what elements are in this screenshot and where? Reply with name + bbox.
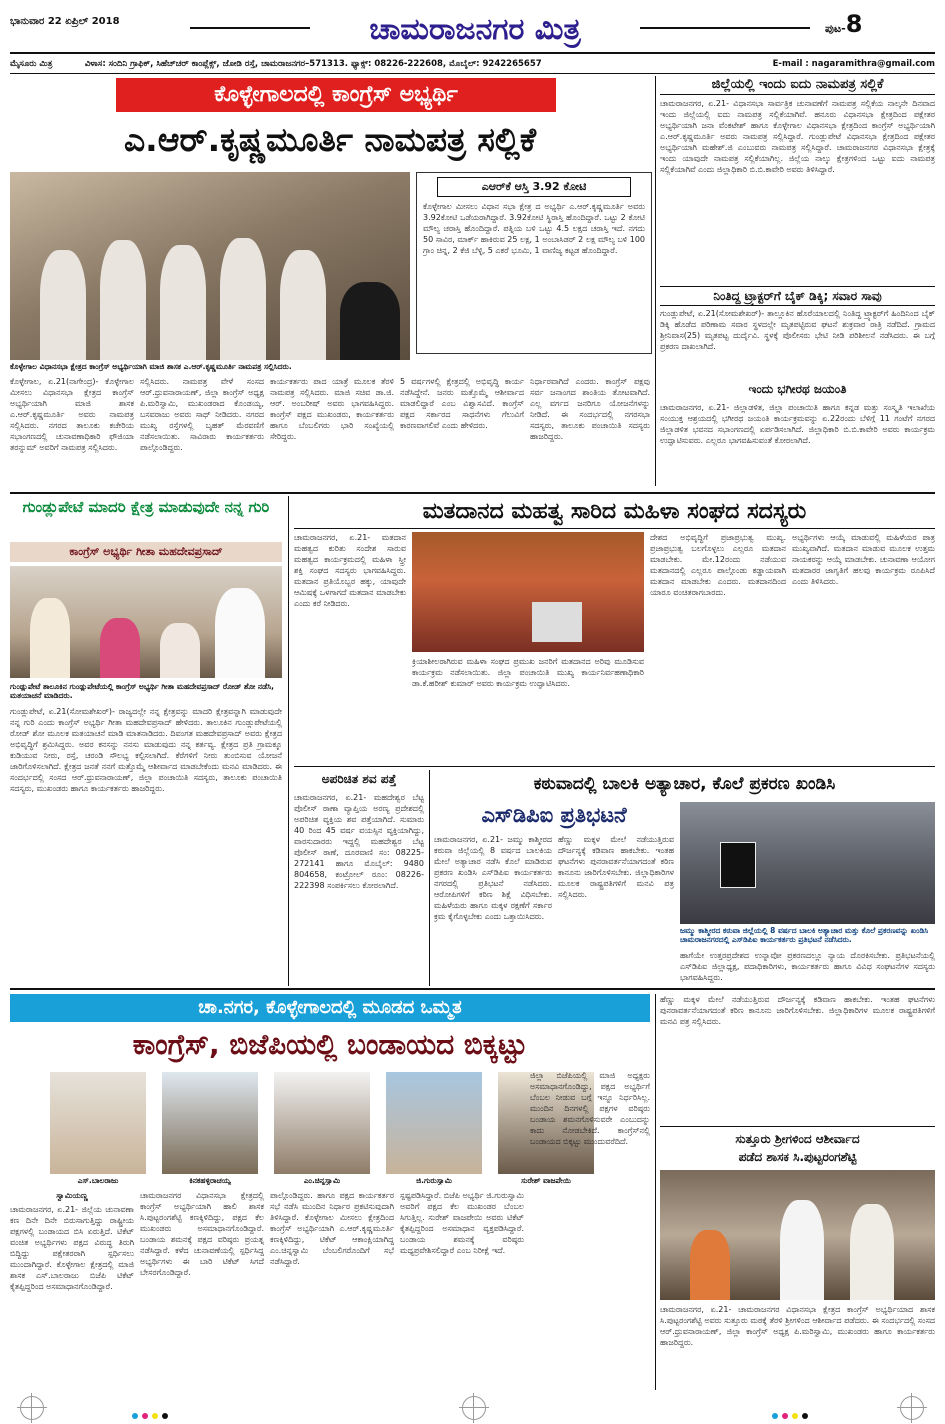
registration-mark-center xyxy=(462,1396,486,1420)
color-dots-left xyxy=(130,1404,170,1423)
mugshot-5-name: ಸುರೇಶ್ ವಾಜಪೇಯಿ xyxy=(521,1176,571,1185)
section-rule-3 xyxy=(10,988,935,990)
story1-asset-box-text: ಕೊಳ್ಳೇಗಾಲ ಮೀಸಲು ವಿಧಾನ ಸಭಾ ಕ್ಷೇತ್ರ ದ ಅಭ್ಯರ್ಥಿ ಎ.ಆರ್.ಕೃಷ್ಣಮೂರ್ತಿ ಅವರು 3.92ಕೋಟಿ ಒಡೆಯರಾಗಿದ್ದಾರೆ. 3.92ಕೋಟಿ ಸ್ಥಿರಾಸ್ತಿ ಹೊಂದಿದ್ದಾರೆ. ಒಟ್ಟು 2 ಕೋಟಿ ಮೌಲ್ಯ ಚರಾಸ್ತಿ ಹೊಂದಿದ್ದಾರೆ. ಪತ್ನಿಯ ಬಳಿ ಒಟ್ಟು 4.5 ಲಕ್ಷದ ಚರಾಸ್ತಿ ಇದೆ. ನಗದು 50 ಸಾವಿರ, ಮಾರ್ಕ್ ಹಾಕಿರುವ 25 ಲಕ್ಷ, 1 ಅಂಬಾಸಿಡರ್ 2 ಲಕ್ಷ ಮೌಲ್ಯ ಬಳಿ 100 ಗ್ರಾಂ ಚಿನ್ನ, 2 ಕೆಜಿ ಬೆಳ್ಳಿ, 5 ಎಕರೆ ಭೂಮಿ, 1 ವಾಣಿಜ್ಯ ಕಟ್ಟಡ ಹೊಂದಿದ್ದಾರೆ. xyxy=(423,202,645,255)
story2-body: ಚಾಮರಾಜನಗರ, ಏ.21- ವಿಧಾನಸಭಾ ಸಾರ್ವತ್ರಿಕ ಚುನಾವಣೆಗೆ ನಾಮಪತ್ರ ಸಲ್ಲಿಕೆಯ ನಾಲ್ಕನೇ ದಿನವಾದ ಇಂದು ಜಿಲ್ಲೆಯಲ್ಲಿ ಐದು ನಾಮಪತ್ರ ಸಲ್ಲಿಕೆಯಾಗಿವೆ. ಹನೂರು ವಿಧಾನಸಭಾ ಕ್ಷೇತ್ರದಿಂದ ಪಕ್ಷೇತರ ಅಭ್ಯರ್ಥಿಯಾಗಿ ಜನಾ ವೆಂಕಟೇಶ್ ಹಾಗೂ ಕೊಳ್ಳೇಗಾಲ ವಿಧಾನಸಭಾ ಕ್ಷೇತ್ರದಿಂದ ಕಾಂಗ್ರೆಸ್ ಅಭ್ಯರ್ಥಿಯಾಗಿ ಎ.ಆರ್.ಕೃಷ್ಣಮೂರ್ತಿ ಅವರು ನಾಮಪತ್ರ ಸಲ್ಲಿಸಿದ್ದಾರೆ. ಗುಂಡ್ಲುಪೇಟೆ ವಿಧಾನಸಭಾ ಕ್ಷೇತ್ರದಿಂದ ಪಕ್ಷೇತರ ಅಭ್ಯರ್ಥಿಯಾಗಿ ಮಹೇಶ್.ಜಿ ಎಂಬುವರು ನಾಮಪತ್ರ ಸಲ್ಲಿಸಿದ್ದಾರೆ. ಚಾಮರಾಜನಗರ ವಿಧಾನಸಭಾ ಕ್ಷೇತ್ರಕ್ಕೆ ಇಂದು ಯಾವುದೇ ನಾಮಪತ್ರ ಸಲ್ಲಿಕೆಯಾಗಿಲ್ಲ. ಜಿಲ್ಲೆಯ ನಾಲ್ಕು ಕ್ಷೇತ್ರಗಳಿಂದ ಒಟ್ಟು ಐದು ನಾಮಪತ್ರ ಸಲ್ಲಿಕೆಯಾಗಿವೆ ಎಂದು ಜಿಲ್ಲಾಧಿಕಾರಿ ಬಿ.ಬಿ.ಕಾವೇರಿ ಅವರು ತಿಳಿಸಿದ್ದಾರೆ. xyxy=(660,99,935,174)
story9-mugshots xyxy=(50,1072,610,1186)
right-column-rule xyxy=(655,76,656,486)
story9-col5: ಜಿಲ್ಲಾ ಬಿಜೆಪಿಯಲ್ಲಿ ಮಾಜಿ ಅಧ್ಯಕ್ಷರು ಅಸಮಾಧಾನಗೊಂಡಿದ್ದು, ಪಕ್ಷದ ಅಭ್ಯರ್ಥಿಗೆ ಬೆಂಬಲ ನೀಡುವ ಬಗ್ಗೆ ಇನ್ನೂ ನಿರ್ಧರಿಸಿಲ್ಲ. ಮುಂದಿನ ದಿನಗಳಲ್ಲಿ ಪಕ್ಷಗಳ ವರಿಷ್ಠರು ಬಂಡಾಯ ಶಮನಗೊಳಿಸುವರೇ ಎಂಬುದನ್ನು ಕಾದು ನೋಡಬೇಕಿದೆ. ಕಾಂಗ್ರೆಸ್‌ನಲ್ಲಿ ಬಂಡಾಯದ ಬಿಕ್ಕಟ್ಟು ಮುಂದುವರೆದಿದೆ. xyxy=(530,1071,650,1146)
story9-byline: ಸ್ವಾಮಿಯಣ್ಣ xyxy=(56,1191,88,1200)
story10-photo xyxy=(660,1170,935,1300)
story1-asset-box-title: ಎಆರ್‌ಕೆ ಆಸ್ತಿ 3.92 ಕೋಟಿ xyxy=(437,177,631,197)
story9-col3: ಪಾಲ್ಗೊಂಡಿದ್ದರು. ಹಾಗೂ ಪಕ್ಷದ ಕಾರ್ಯಕರ್ತರ ಸಭೆ ನಡೆಸಿ ಮುಂದಿನ ನಿರ್ಧಾರ ಪ್ರಕಟಿಸುವುದಾಗಿ ತಿಳಿಸಿದ್ದಾರೆ. ಕೊಳ್ಳೇಗಾಲ ಮೀಸಲು ಕ್ಷೇತ್ರದಿಂದ ಕಾಂಗ್ರೆಸ್ ಅಭ್ಯರ್ಥಿಯಾಗಿ ಎ.ಆರ್.ಕೃಷ್ಣಮೂರ್ತಿ ಕಣಕ್ಕಿಳಿದಿದ್ದು, ಟಿಕೆಟ್ ಆಕಾಂಕ್ಷಿಯಾಗಿದ್ದ ಎಂ.ಚಿನ್ನಸ್ವಾಮಿ ಬೆಂಬಲಿಗರೊಂದಿಗೆ ಸಭೆ ನಡೆಸಿದ್ದಾರೆ. xyxy=(270,1191,394,1266)
story6-col2: ಕ್ರಿಯಾಶೀಲರಾಗಿರುವ ಮಹಿಳಾ ಸಂಘದ ಪ್ರಮುಖ ಜನರಿಗೆ ಮತದಾನದ ಅರಿವು ಮೂಡಿಸುವ ಕಾರ್ಯಕ್ರಮ ನಡೆಸಲಾಯಿತು. ಜಿಲ್ಲಾ ಪಂಚಾಯಿತಿ ಮುಖ್ಯ ಕಾರ್ಯನಿರ್ವಹಣಾಧಿಕಾರಿ ಡಾ.ಕೆ.ಹರೀಶ್ ಕುಮಾರ್ ಅವರು ಕಾರ್ಯಕ್ರಮ ಉದ್ಘಾಟಿಸಿದರು. xyxy=(412,657,644,688)
masthead-rule-right xyxy=(640,27,810,29)
story10-headline-2: ಪಡೆದ ಶಾಸಕ ಸಿ.ಪುಟ್ಟರಂಗಶೆಟ್ಟಿ xyxy=(738,1150,857,1164)
story9-kicker: ಚಾ.ನಗರ, ಕೊಳ್ಳೇಗಾಲದಲ್ಲಿ ಮೂಡದ ಒಮ್ಮತ xyxy=(10,994,650,1022)
story9-headline: ಕಾಂಗ್ರೆಸ್, ಬಿಜೆಪಿಯಲ್ಲಿ ಬಂಡಾಯದ ಬಿಕ್ಕಟ್ಟು xyxy=(132,1028,528,1061)
story3-body: ಗುಂಡ್ಲುಪೇಟೆ, ಏ.21(ಸೋಮಶೇಖರ್)- ತಾಲ್ಲೂಕಿನ ಹೊರೆಯಾಲದಲ್ಲಿ ನಿಂತಿದ್ದ ಟ್ರ್ಯಾಕ್ಟರ್‌ಗೆ ಹಿಂದಿನಿಂದ ಬೈಕ್ ಡಿಕ್ಕಿ ಹೊಡೆದ ಪರಿಣಾಮ ಸವಾರ ಸ್ಥಳದಲ್ಲೇ ಮೃತಪಟ್ಟಿರುವ ಘಟನೆ ಶುಕ್ರವಾರ ರಾತ್ರಿ ನಡೆದಿದೆ. ಗ್ರಾಮದ ಶ್ರೀನಿವಾಸ(25) ಮೃತಪಟ್ಟ ದುರ್ದೈವಿ. ಸ್ಥಳಕ್ಕೆ ಪೊಲೀಸರು ಭೇಟಿ ನೀಡಿ ಪರಿಶೀಲನೆ ನಡೆಸಿದರು. ಈ ಬಗ್ಗೆ ಪ್ರಕರಣ ದಾಖಲಾಗಿದೆ. xyxy=(660,309,935,351)
mugshot-4 xyxy=(386,1072,482,1174)
story5-body: ಗುಂಡ್ಲುಪೇಟೆ, ಏ.21(ಸೋಮಶೇಖರ್)- ರಾಜ್ಯದಲ್ಲೇ ನನ್ನ ಕ್ಷೇತ್ರವನ್ನು ಮಾದರಿ ಕ್ಷೇತ್ರವನ್ನಾಗಿ ಮಾಡುವುದೇ ನನ್ನ ಗುರಿ ಎಂದು ಕಾಂಗ್ರೆಸ್ ಅಭ್ಯರ್ಥಿ ಗೀತಾ ಮಹದೇವಪ್ರಸಾದ್ ಹೇಳಿದರು. ತಾಲೂಕಿನ ಗುಂಡ್ಲುಪೇಟೆಯಲ್ಲಿ ರೋಡ್ ಶೋ ಮೂಲಕ ಮತಯಾಚನೆ ಮಾಡಿ ಮಾತನಾಡಿದರು. ದಿವಂಗತ ಮಹದೇವಪ್ರಸಾದ್ ಅವರು ಕ್ಷೇತ್ರದ ಅಭಿವೃದ್ಧಿಗೆ ಶ್ರಮಿಸಿದ್ದರು. ಅವರ ಕನಸನ್ನು ನನಸು ಮಾಡುವುದು ನನ್ನ ಕರ್ತವ್ಯ. ಕ್ಷೇತ್ರದ ಪ್ರತಿ ಗ್ರಾಮಕ್ಕೂ ಕುಡಿಯುವ ನೀರು, ರಸ್ತೆ, ಚರಂಡಿ ಸೌಲಭ್ಯ ಕಲ್ಪಿಸಲಾಗಿದೆ. ಕೆರೆಗಳಿಗೆ ನೀರು ತುಂಬಿಸುವ ಯೋಜನೆ ಜಾರಿಗೊಳಿಸಲಾಗಿದೆ. ಕ್ಷೇತ್ರದ ಜನತೆ ನನಗೆ ಮತ್ತೊಮ್ಮೆ ಆಶೀರ್ವಾದ ಮಾಡಬೇಕೆಂದು ಮನವಿ ಮಾಡಿದರು. ಈ ಸಂದರ್ಭದಲ್ಲಿ ಸಂಸದ ಆರ್.ಧ್ರುವನಾರಾಯಣ್, ಜಿಲ್ಲಾ ಪಂಚಾಯಿತಿ ಸದಸ್ಯರು, ತಾಲೂಕು ಪಂಚಾಯಿತಿ ಸದಸ್ಯರು, ಮುಖಂಡರು ಹಾಗೂ ಕಾರ್ಯಕರ್ತರು ಹಾಜರಿದ್ದರು. xyxy=(10,707,282,793)
mugshot-2-name: ಕಿನಕಹಳ್ಳಿರಾಚಯ್ಯ xyxy=(189,1176,231,1185)
story5-subhead: ಕಾಂಗ್ರೆಸ್ ಅಭ್ಯರ್ಥಿ ಗೀತಾ ಮಹದೇವಪ್ರಸಾದ್ xyxy=(10,542,282,562)
story7-headline: ಅಪರಿಚಿತ ಶವ ಪತ್ತೆ xyxy=(321,772,397,786)
masthead-bar xyxy=(10,52,935,54)
story1-col3: ಕಾರ್ಯಕರ್ತರು ಪಾದ ಯಾತ್ರೆ ಮೂಲಕ ತೆರಳಿ ನಾಮಪತ್ರ ಸಲ್ಲಿಸಿದರು. ಮಾಜಿ ಸಚಿವ ಡಾ.ಜಿ. ಆರ್. ಅಂಬರೀಷ್ ಅವರು ಭಾಗವಹಿಸಿದ್ದರು. ಕಾಂಗ್ರೆಸ್ ಪಕ್ಷದ ಮುಖಂಡರು, ಕಾರ್ಯಕರ್ತರು ಹಾಗೂ ಬೆಂಬಲಿಗರು ಭಾರಿ ಸಂಖ್ಯೆಯಲ್ಲಿ ಸೇರಿದ್ದರು. xyxy=(270,377,394,441)
address: ವಿಳಾಸ: ಸಂದಿನಿ ಗ್ರಾಫಿಕ್, ಸಿಹೆಚ್‌ಚರ್ ಕಾಂಪ್ಲೆಕ್ಸ್, ಜೋಡಿ ರಸ್ತೆ, ಚಾಮರಾಜನಗರ–571313. ಫ್ಯಾಕ್ಸ್: 08226-222608, ಮೊಬೈಲ್: 9242265657 xyxy=(84,59,542,69)
story2-headline: ಜಿಲ್ಲೆಯಲ್ಲಿ ಇಂದು ಐದು ನಾಮಪತ್ರ ಸಲ್ಲಿಕೆ xyxy=(660,76,935,95)
story9-col1: ಚಾಮರಾಜನಗರ, ಏ.21- ಜಿಲ್ಲೆಯ ಚುನಾವಣಾ ಕಣ ದಿನೇ ದಿನೇ ಬಿರುಸಾಗುತ್ತಿದ್ದು ರಾಷ್ಟ್ರೀಯ ಪಕ್ಷಗಳಲ್ಲಿ ಬಂಡಾಯದ ಬಿಸಿ ಏರುತ್ತಿದೆ. ಟಿಕೆಟ್ ವಂಚಿತ ಅಭ್ಯರ್ಥಿಗಳು ಪಕ್ಷದ ವಿರುದ್ಧ ತಿರುಗಿ ಬಿದ್ದಿದ್ದು ಪಕ್ಷೇತರರಾಗಿ ಸ್ಪರ್ಧಿಸಲು ಮುಂದಾಗಿದ್ದಾರೆ. ಕೊಳ್ಳೇಗಾಲ ಕ್ಷೇತ್ರದಲ್ಲಿ ಮಾಜಿ ಶಾಸಕ ಎಸ್.ಬಾಲರಾಜು ಬಿಜೆಪಿ ಟಿಕೆಟ್ ಕೈತಪ್ಪಿದ್ದರಿಂದ ಅಸಮಾಧಾನಗೊಂಡಿದ್ದಾರೆ. xyxy=(10,1205,134,1291)
story1-photo xyxy=(10,172,410,360)
story8-continued: ಹೆಣ್ಣು ಮಕ್ಕಳ ಮೇಲೆ ನಡೆಯುತ್ತಿರುವ ದೌರ್ಜನ್ಯಕ್ಕೆ ಕಡಿವಾಣ ಹಾಕಬೇಕು. ಇಂತಹ ಘಟನೆಗಳು ಪುನರಾವರ್ತನೆಯಾಗದಂತೆ ಕಠಿಣ ಕಾನೂನು ಜಾರಿಗೊಳಿಸಬೇಕು. ಜಿಲ್ಲಾಧಿಕಾರಿಗಳ ಮೂಲಕ ರಾಷ್ಟ್ರಪತಿಗಳಿಗೆ ಮನವಿ ಪತ್ರ ಸಲ್ಲಿಸಿದರು. xyxy=(660,995,935,1026)
story8-headline-1: ಕಠುವಾದಲ್ಲಿ ಬಾಲಕಿ ಅತ್ಯಾಚಾರ, ಕೊಲೆ ಪ್ರಕರಣ ಖಂಡಿಸಿ xyxy=(533,774,836,794)
story7-body: ಚಾಮರಾಜನಗರ, ಏ.21- ಮಹದೇಶ್ವರ ಬೆಟ್ಟ ಪೊಲೀಸ್ ಠಾಣಾ ವ್ಯಾಪ್ತಿಯ ಅರಣ್ಯ ಪ್ರದೇಶದಲ್ಲಿ ಅಪರಿಚಿತ ವ್ಯಕ್ತಿಯ ಶವ ಪತ್ತೆಯಾಗಿದೆ. ಸುಮಾರು 40 ರಿಂದ 45 ವರ್ಷ ವಯಸ್ಸಿನ ವ್ಯಕ್ತಿಯಾಗಿದ್ದು, ವಾರಸುದಾರರು ಇದ್ದಲ್ಲಿ ಮಹದೇಶ್ವರ ಬೆಟ್ಟ ಪೊಲೀಸ್ ಠಾಣೆ, ದೂರವಾಣಿ ಸಂ: 08225-272141 ಹಾಗೂ ಮೊಬೈಲ್: 9480 804658, ಕಂಟ್ರೋಲ್ ರೂಂ: 08226-222398 ಸಂಪರ್ಕಿಸಲು ಕೋರಲಾಗಿದೆ. xyxy=(294,793,424,890)
story8-col2: ಹೆಣ್ಣು ಮಕ್ಕಳ ಮೇಲೆ ನಡೆಯುತ್ತಿರುವ ದೌರ್ಜನ್ಯಕ್ಕೆ ಕಡಿವಾಣ ಹಾಕಬೇಕು. ಇಂತಹ ಘಟನೆಗಳು ಪುನರಾವರ್ತನೆಯಾಗದಂತೆ ಕಠಿಣ ಕಾನೂನು ಜಾರಿಗೊಳಿಸಬೇಕು. ಜಿಲ್ಲಾಧಿಕಾರಿಗಳ ಮೂಲಕ ರಾಷ್ಟ್ರಪತಿಗಳಿಗೆ ಮನವಿ ಪತ್ರ ಸಲ್ಲಿಸಿದರು. xyxy=(558,835,674,899)
story6-col4: ಅಭ್ಯರ್ಥಿಗಳು ಆಯ್ಕೆ ಮಾಡುವಲ್ಲಿ ಮಹಿಳೆಯರ ಪಾತ್ರ ಮುಖ್ಯವಾಗಿದೆ. ಮತದಾನ ಮಾಡುವ ಮೂಲಕ ಉತ್ತಮ ನಾಯಕರನ್ನು ಆಯ್ಕೆ ಮಾಡಬೇಕು. ಚುನಾವಣಾ ಆಯೋಗ ಮತದಾರರ ಜಾಗೃತಿಗೆ ಹಲವು ಕಾರ್ಯಕ್ರಮ ರೂಪಿಸಿದೆ ಎಂದು ತಿಳಿಸಿದರು. xyxy=(792,533,935,586)
section-rule-4 xyxy=(660,1126,935,1127)
story10-headline-1: ಸುತ್ತೂರು ಶ್ರೀಗಳಿಂದ ಆಶೀರ್ವಾದ xyxy=(735,1132,860,1146)
masthead-info xyxy=(10,56,935,72)
story6-photo xyxy=(412,532,644,652)
newspaper-page xyxy=(10,10,935,1414)
masthead-rule-left xyxy=(190,27,310,29)
story8-photo-caption: ಜಮ್ಮು ಕಾಶ್ಮೀರದ ಕಠುವಾ ಜಿಲ್ಲೆಯಲ್ಲಿ 8 ವರ್ಷದ ಬಾಲಕಿ ಅತ್ಯಾಚಾರ ಮತ್ತು ಕೊಲೆ ಪ್ರಕರಣವನ್ನು ಖಂಡಿಸಿ ಚಾಮರಾಜನಗರದಲ್ಲಿ ಎಸ್‌ಡಿಪಿಐ ಕಾರ್ಯಕರ್ತರು ಪ್ರತಿಭಟನೆ ನಡೆಸಿದರು. xyxy=(680,926,929,944)
story5-headline: ಗುಂಡ್ಲುಪೇಟೆ ಮಾದರಿ ಕ್ಷೇತ್ರ ಮಾಡುವುದೇ ನನ್ನ ಗುರಿ xyxy=(22,498,270,516)
story5-photo-caption: ಗುಂಡ್ಲುಪೇಟೆ ತಾಲೂಕಿನ ಗುಂಡ್ಲುಪೇಟೆಯಲ್ಲಿ ಕಾಂಗ್ರೆಸ್ ಅಭ್ಯರ್ಥಿ ಗೀತಾ ಮಹದೇವಪ್ರಸಾದ್ ರೋಡ್ ಶೋ ನಡೆಸಿ, ಮತಯಾಚನೆ ಮಾಡಿದರು. xyxy=(10,682,274,700)
story4-headline: ಇಂದು ಭಗೀರಥ ಜಯಂತಿ xyxy=(748,382,847,396)
story10-body: ಚಾಮರಾಜನಗರ, ಏ.21- ಚಾಮರಾಜನಗರ ವಿಧಾನಸಭಾ ಕ್ಷೇತ್ರದ ಕಾಂಗ್ರೆಸ್ ಅಭ್ಯರ್ಥಿಯಾದ ಶಾಸಕ ಸಿ.ಪುಟ್ಟರಂಗಶೆಟ್ಟಿ ಅವರು ಸುತ್ತೂರು ಮಠಕ್ಕೆ ತೆರಳಿ ಶ್ರೀಗಳಿಂದ ಆಶೀರ್ವಾದ ಪಡೆದರು. ಈ ಸಂದರ್ಭದಲ್ಲಿ ಸಂಸದ ಆರ್.ಧ್ರುವನಾರಾಯಣ್, ಜಿಲ್ಲಾ ಕಾಂಗ್ರೆಸ್ ಅಧ್ಯಕ್ಷ ಪಿ.ಮರಿಸ್ವಾಮಿ, ಮುಖಂಡರು ಹಾಗೂ ಕಾರ್ಯಕರ್ತರು ಹಾಜರಿದ್ದರು. xyxy=(660,1305,935,1347)
story6-col1: ಚಾಮರಾಜನಗರ, ಏ.21- ಮತದಾನ ಮಹತ್ವದ ಕುರಿತು ಸಂದೇಶ ಸಾರುವ ಮಹತ್ವದ ಕಾರ್ಯಕ್ರಮದಲ್ಲಿ ಮಹಿಳಾ ಸ್ತ್ರೀ ಶಕ್ತಿ ಸಂಘದ ಸದಸ್ಯರು ಭಾಗವಹಿಸಿದ್ದರು. ಮತದಾನ ಪ್ರತಿಯೊಬ್ಬರ ಹಕ್ಕು, ಯಾವುದೇ ಆಮಿಷಕ್ಕೆ ಒಳಗಾಗದೆ ಮತದಾನ ಮಾಡಬೇಕು ಎಂದು ಕರೆ ನೀಡಿದರು. xyxy=(294,533,406,608)
mugshot-4-name: ಜಿ.ಗುರುಸ್ವಾಮಿ xyxy=(416,1176,452,1185)
story8-col1: ಚಾಮರಾಜನಗರ, ಏ.21- ಜಮ್ಮು ಕಾಶ್ಮೀರದ ಕಠುವಾ ಜಿಲ್ಲೆಯಲ್ಲಿ 8 ವರ್ಷದ ಬಾಲಕಿಯ ಮೇಲೆ ಅತ್ಯಾಚಾರ ನಡೆಸಿ ಕೊಲೆ ಮಾಡಿರುವ ಪ್ರಕರಣ ಖಂಡಿಸಿ ಎಸ್‌ಡಿಪಿಐ ಕಾರ್ಯಕರ್ತರು ನಗರದಲ್ಲಿ ಪ್ರತಿಭಟನೆ ನಡೆಸಿದರು. ಆರೋಪಿಗಳಿಗೆ ಕಠಿಣ ಶಿಕ್ಷೆ ವಿಧಿಸಬೇಕು. ಮಹಿಳೆಯರು ಹಾಗೂ ಮಕ್ಕಳ ರಕ್ಷಣೆಗೆ ಸರ್ಕಾರ ಕ್ರಮ ಕೈಗೊಳ್ಳಬೇಕು ಎಂದು ಒತ್ತಾಯಿಸಿದರು. xyxy=(434,835,552,921)
story1-photo-caption: ಕೊಳ್ಳೇಗಾಲ ವಿಧಾನಸಭಾ ಕ್ಷೇತ್ರದ ಕಾಂಗ್ರೆಸ್ ಅಭ್ಯರ್ಥಿಯಾಗಿ ಮಾಜಿ ಶಾಸಕ ಎ.ಆರ್.ಕೃಷ್ಣಮೂರ್ತಿ ನಾಮಪತ್ರ ಸಲ್ಲಿಸಿದರು. xyxy=(10,362,292,371)
story8-photo xyxy=(680,802,935,924)
section-rule-2 xyxy=(294,766,935,767)
story8-col3: ಹಾಗೆಯೇ ಉತ್ತರಪ್ರದೇಶದ ಉನ್ನಾವೋ ಪ್ರಕರಣದಲ್ಲೂ ನ್ಯಾಯ ದೊರಕಿಸಬೇಕು. ಪ್ರತಿಭಟನೆಯಲ್ಲಿ ಎಸ್‌ಡಿಪಿಐ ಜಿಲ್ಲಾಧ್ಯಕ್ಷ, ಪದಾಧಿಕಾರಿಗಳು, ಕಾರ್ಯಕರ್ತರು ಹಾಗೂ ವಿವಿಧ ಸಂಘಟನೆಗಳ ಸದಸ್ಯರು ಭಾಗವಹಿಸಿದ್ದರು. xyxy=(680,951,935,982)
story1-headline: ಎ.ಆರ್.ಕೃಷ್ಣಮೂರ್ತಿ ನಾಮಪತ್ರ ಸಲ್ಲಿಕೆ xyxy=(123,120,537,159)
column-rule-4 xyxy=(655,994,656,1390)
page-label: ಪುಟ- xyxy=(825,22,846,35)
page-number xyxy=(825,10,935,50)
color-dots-right xyxy=(770,1404,810,1423)
masthead-title: ಚಾಮರಾಜನಗರ ಮಿತ್ರ xyxy=(369,12,581,47)
mugshot-1-name: ಎಸ್.ಬಾಲರಾಜು xyxy=(77,1176,119,1185)
column-rule-3 xyxy=(429,770,430,986)
section-rule-1 xyxy=(10,492,935,494)
story4-body: ಚಾಮರಾಜನಗರ, ಏ.21- ಜಿಲ್ಲಾಡಳಿತ, ಜಿಲ್ಲಾ ಪಂಚಾಯಿತಿ ಹಾಗೂ ಕನ್ನಡ ಮತ್ತು ಸಂಸ್ಕೃತಿ ಇಲಾಖೆಯ ಸಂಯುಕ್ತ ಆಶ್ರಯದಲ್ಲಿ ಭಗೀರಥ ಜಯಂತಿ ಕಾರ್ಯಕ್ರಮವನ್ನು ಏ.22ರಂದು ಬೆಳಿಗ್ಗೆ 11 ಗಂಟೆಗೆ ನಗರದ ಜಿಲ್ಲಾಡಳಿತ ಭವನದ ಸಭಾಂಗಣದಲ್ಲಿ ಏರ್ಪಡಿಸಲಾಗಿದೆ. ಜಿಲ್ಲಾಧಿಕಾರಿ ಬಿ.ಬಿ.ಕಾವೇರಿ ಅವರು ಕಾರ್ಯಕ್ರಮ ಉದ್ಘಾಟಿಸುವರು. ಎಲ್ಲರೂ ಭಾಗವಹಿಸುವಂತೆ ಕೋರಲಾಗಿದೆ. xyxy=(660,403,935,445)
masthead-bottom-rule xyxy=(10,73,935,74)
story1-col1: ಕೊಳ್ಳೇಗಾಲ, ಏ.21(ನಾಗೇಂದ್ರ)- ಕೊಳ್ಳೇಗಾಲ ಮೀಸಲು ವಿಧಾನಸಭಾ ಕ್ಷೇತ್ರದ ಕಾಂಗ್ರೆಸ್ ಅಭ್ಯರ್ಥಿಯಾಗಿ ಮಾಜಿ ಶಾಸಕ ಎ.ಆರ್.ಕೃಷ್ಣಮೂರ್ತಿ ಅವರು ನಾಮಪತ್ರ ಸಲ್ಲಿಸಿದರು. ನಗರದ ತಾಲೂಕು ಕಚೇರಿಯ ಸಭಾಂಗಣದಲ್ಲಿ ಚುನಾವಣಾಧಿಕಾರಿ ಫೌಜಿಯಾ ತರನ್ನುಮ್ ಅವರಿಗೆ ನಾಮಪತ್ರ ಸಲ್ಲಿಸಿದರು. xyxy=(10,377,134,452)
story1-col2: ಸಲ್ಲಿಸಿದರು. ನಾಮಪತ್ರ ವೇಳೆ ಸಂಸದ ಆರ್.ಧ್ರುವನಾರಾಯಣ್, ಜಿಲ್ಲಾ ಕಾಂಗ್ರೆಸ್ ಅಧ್ಯಕ್ಷ ಪಿ.ಮರಿಸ್ವಾಮಿ, ಮುಖಂಡರಾದ ಕೊಂಡಯ್ಯ, ಬಸವರಾಜು ಅವರು ಸಾಥ್ ನೀಡಿದರು. ನಗರದ ಮುಖ್ಯ ರಸ್ತೆಗಳಲ್ಲಿ ಬೃಹತ್ ಮೆರವಣಿಗೆ ನಡೆಸಲಾಯಿತು. ಸಾವಿರಾರು ಕಾರ್ಯಕರ್ತರು ಪಾಲ್ಗೊಂಡಿದ್ದರು. xyxy=(140,377,264,452)
story1-col5: ನಿರ್ಧಾರವಾಗಿದೆ ಎಂದರು. ಕಾಂಗ್ರೆಸ್ ಪಕ್ಷವು ಸರ್ವ ಜನಾಂಗದ ಶಾಂತಿಯ ತೋಟವಾಗಿದೆ. ಎಲ್ಲ ವರ್ಗದ ಜನರಿಗೂ ಯೋಜನೆಗಳನ್ನು ನೀಡಿದೆ. ಈ ಸಂದರ್ಭದಲ್ಲಿ ನಗರಸಭಾ ಸದಸ್ಯರು, ತಾಲೂಕು ಪಂಚಾಯಿತಿ ಸದಸ್ಯರು ಹಾಜರಿದ್ದರು. xyxy=(530,377,650,441)
page-num: 8 xyxy=(845,10,863,38)
story5-photo xyxy=(10,566,282,678)
story1-asset-box xyxy=(416,172,652,354)
story6-col3: ದೇಶದ ಅಭಿವೃದ್ಧಿಗೆ ಪ್ರಜಾಪ್ರಭುತ್ವ ಮುಖ್ಯ. ಪ್ರಜಾಪ್ರಭುತ್ವ ಬಲಗೊಳ್ಳಲು ಎಲ್ಲರೂ ಮತದಾನ ಮಾಡಬೇಕು. ಮೇ.12ರಂದು ನಡೆಯುವ ಮತದಾನದಲ್ಲಿ ಎಲ್ಲರೂ ಪಾಲ್ಗೊಂಡು ಕಡ್ಡಾಯವಾಗಿ ಮತದಾನ ಮಾಡಬೇಕು ಎಂದರು. ಮತದಾನದಿಂದ ಯಾರೂ ವಂಚಿತರಾಗಬಾರದು. xyxy=(650,533,786,597)
story9-col2: ಚಾಮರಾಜನಗರ ವಿಧಾನಸಭಾ ಕ್ಷೇತ್ರದಲ್ಲಿ ಕಾಂಗ್ರೆಸ್ ಅಭ್ಯರ್ಥಿಯಾಗಿ ಹಾಲಿ ಶಾಸಕ ಸಿ.ಪುಟ್ಟರಂಗಶೆಟ್ಟಿ ಕಣಕ್ಕಿಳಿದಿದ್ದು, ಪಕ್ಷದ ಕೆಲ ಮುಖಂಡರು ಅಸಮಾಧಾನಗೊಂಡಿದ್ದಾರೆ. ಬಂಡಾಯ ಶಮನಕ್ಕೆ ಪಕ್ಷದ ವರಿಷ್ಠರು ಪ್ರಯತ್ನ ನಡೆಸಿದ್ದಾರೆ. ಕಳೆದ ಚುನಾವಣೆಯಲ್ಲಿ ಸ್ಪರ್ಧಿಸಿದ್ದ ಅಭ್ಯರ್ಥಿಗಳು ಈ ಬಾರಿ ಟಿಕೆಟ್ ಸಿಗದೆ ಬೇಸರಗೊಂಡಿದ್ದಾರೆ. xyxy=(140,1191,264,1277)
story6-headline: ಮತದಾನದ ಮಹತ್ವ ಸಾರಿದ ಮಹಿಳಾ ಸಂಘದ ಸದಸ್ಯರು xyxy=(294,496,935,529)
story9-col4: ಸ್ಪಷ್ಟಪಡಿಸಿದ್ದಾರೆ. ಬಿಜೆಪಿ ಅಭ್ಯರ್ಥಿ ಜಿ.ಗುರುಸ್ವಾಮಿ ಅವರಿಗೆ ಪಕ್ಷದ ಕೆಲ ಮುಖಂಡರ ಬೆಂಬಲ ಸಿಗುತ್ತಿಲ್ಲ. ಸುರೇಶ್ ವಾಜಪೇಯಿ ಅವರು ಟಿಕೆಟ್ ಕೈತಪ್ಪಿದ್ದರಿಂದ ಅಸಮಾಧಾನ ವ್ಯಕ್ತಪಡಿಸಿದ್ದಾರೆ. ಬಂಡಾಯ ಶಮನಕ್ಕೆ ವರಿಷ್ಠರು ಮಧ್ಯಪ್ರವೇಶಿಸಲಿದ್ದಾರೆ ಎಂಬ ನಿರೀಕ್ಷೆ ಇದೆ. xyxy=(400,1191,524,1255)
mugshot-3 xyxy=(274,1072,370,1174)
story1-kicker: ಕೊಳ್ಳೇಗಾಲದಲ್ಲಿ ಕಾಂಗ್ರೆಸ್ ಅಭ್ಯರ್ಥಿ xyxy=(116,78,556,112)
story8-headline-2: ಎಸ್‌ಡಿಪಿಐ ಪ್ರತಿಭಟನೆ xyxy=(481,803,627,827)
story1-col4: 5 ವರ್ಷಗಳಲ್ಲಿ ಕ್ಷೇತ್ರದಲ್ಲಿ ಅಭಿವೃದ್ಧಿ ಕಾರ್ಯ ನಡೆಸಿದ್ದೇನೆ. ಜನರು ಮತ್ತೊಮ್ಮೆ ಆಶೀರ್ವಾದ ಮಾಡಲಿದ್ದಾರೆ ಎಂಬ ವಿಶ್ವಾಸವಿದೆ. ಕಾಂಗ್ರೆಸ್ ಪಕ್ಷದ ಸರ್ಕಾರದ ಸಾಧನೆಗಳು ಗೆಲುವಿಗೆ ಕಾರಣವಾಗಲಿವೆ ಎಂದು ಹೇಳಿದರು. xyxy=(400,377,524,430)
story3-headline: ನಿಂತಿದ್ದ ಟ್ರ್ಯಾಕ್ಟರ್‌ಗೆ ಬೈಕ್ ಡಿಕ್ಕಿ; ಸವಾರ ಸಾವು xyxy=(660,286,935,306)
registration-mark-left xyxy=(20,1396,44,1420)
edition-label: ಮೈಸೂರು ಮಿತ್ರ xyxy=(10,59,53,69)
email: E-mail : nagaramithra@gmail.com xyxy=(772,59,935,69)
mugshot-3-name: ಎಂ.ಚಿನ್ನಸ್ವಾಮಿ xyxy=(303,1176,341,1185)
mugshot-2 xyxy=(162,1072,258,1174)
mugshot-1 xyxy=(50,1072,146,1174)
masthead-date: ಭಾನುವಾರ 22 ಏಪ್ರಿಲ್ 2018 xyxy=(10,16,120,27)
column-rule-2 xyxy=(288,496,289,986)
registration-mark-right xyxy=(900,1396,924,1420)
